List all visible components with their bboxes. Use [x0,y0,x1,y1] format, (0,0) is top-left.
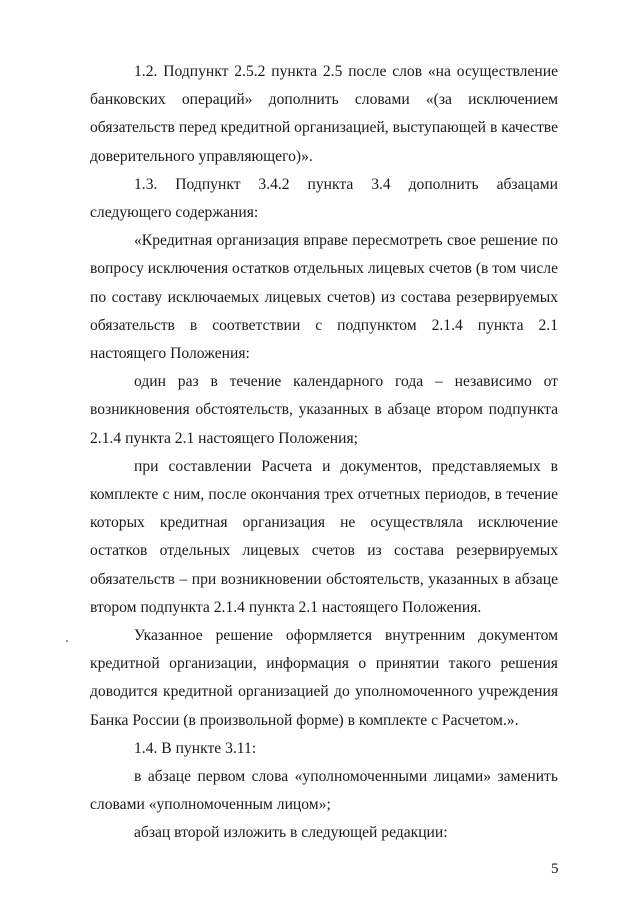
document-body [90,58,558,848]
paragraph-calculation: при составлении Расчета и документов, представляемых в комплекте с ним, после окончания трех отчетных периодов, в течение которых кредитная организация не осуществляла исключение остатков отдельных лицевых счетов из состава резервируемых обязательств – при возникновении обстоятельств, указанных в абзаце втором подпункта 2.1.4 пункта 2.1 настоящего Положения. [90,457,558,616]
paragraph-quote-intro: «Кредитная организация вправе пересмотреть свое решение по вопросу исключения остатков отдельных лицевых счетов (в том числе по составу исключаемых лицевых счетов) из состава резервируемых обязательств в соответствии с подпунктом 2.1.4 пункта 2.1 настоящего Положения: [90,232,558,363]
page-number: 5 [551,861,559,877]
margin-mark [66,640,68,642]
paragraph-1-3: 1.3. Подпункт 3.4.2 пункта 3.4 дополнить абзацами следующего содержания: [90,175,558,222]
paragraph-second-abzac: абзац второй изложить в следующей редакции: [134,824,448,842]
paragraph-once-a-year: один раз в течение календарного года – независимо от возникновения обстоятельств, указанных в абзаце втором подпункта 2.1.4 пункта 2.1 настоящего Положения; [90,373,558,447]
paragraph-first-abzac: в абзаце первом слова «уполномоченными лицами» заменить словами «уполномоченным лицом»; [90,768,558,814]
paragraph-1-2: 1.2. Подпункт 2.5.2 пункта 2.5 после слов «на осуществление банковских операций» дополнить словами «(за исключением обязательств перед кредитной организацией, выступающей в качестве доверительного управляющего)». [90,63,558,165]
paragraph-decision: Указанное решение оформляется внутренним документом кредитной организации, информация о принятии такого решения доводится кредитной организацией до уполномоченного учреждения Банка России (в произвольной форме) в комплекте с Расчетом.». [90,627,558,729]
paragraph-1-4: 1.4. В пункте 3.11: [134,739,257,757]
